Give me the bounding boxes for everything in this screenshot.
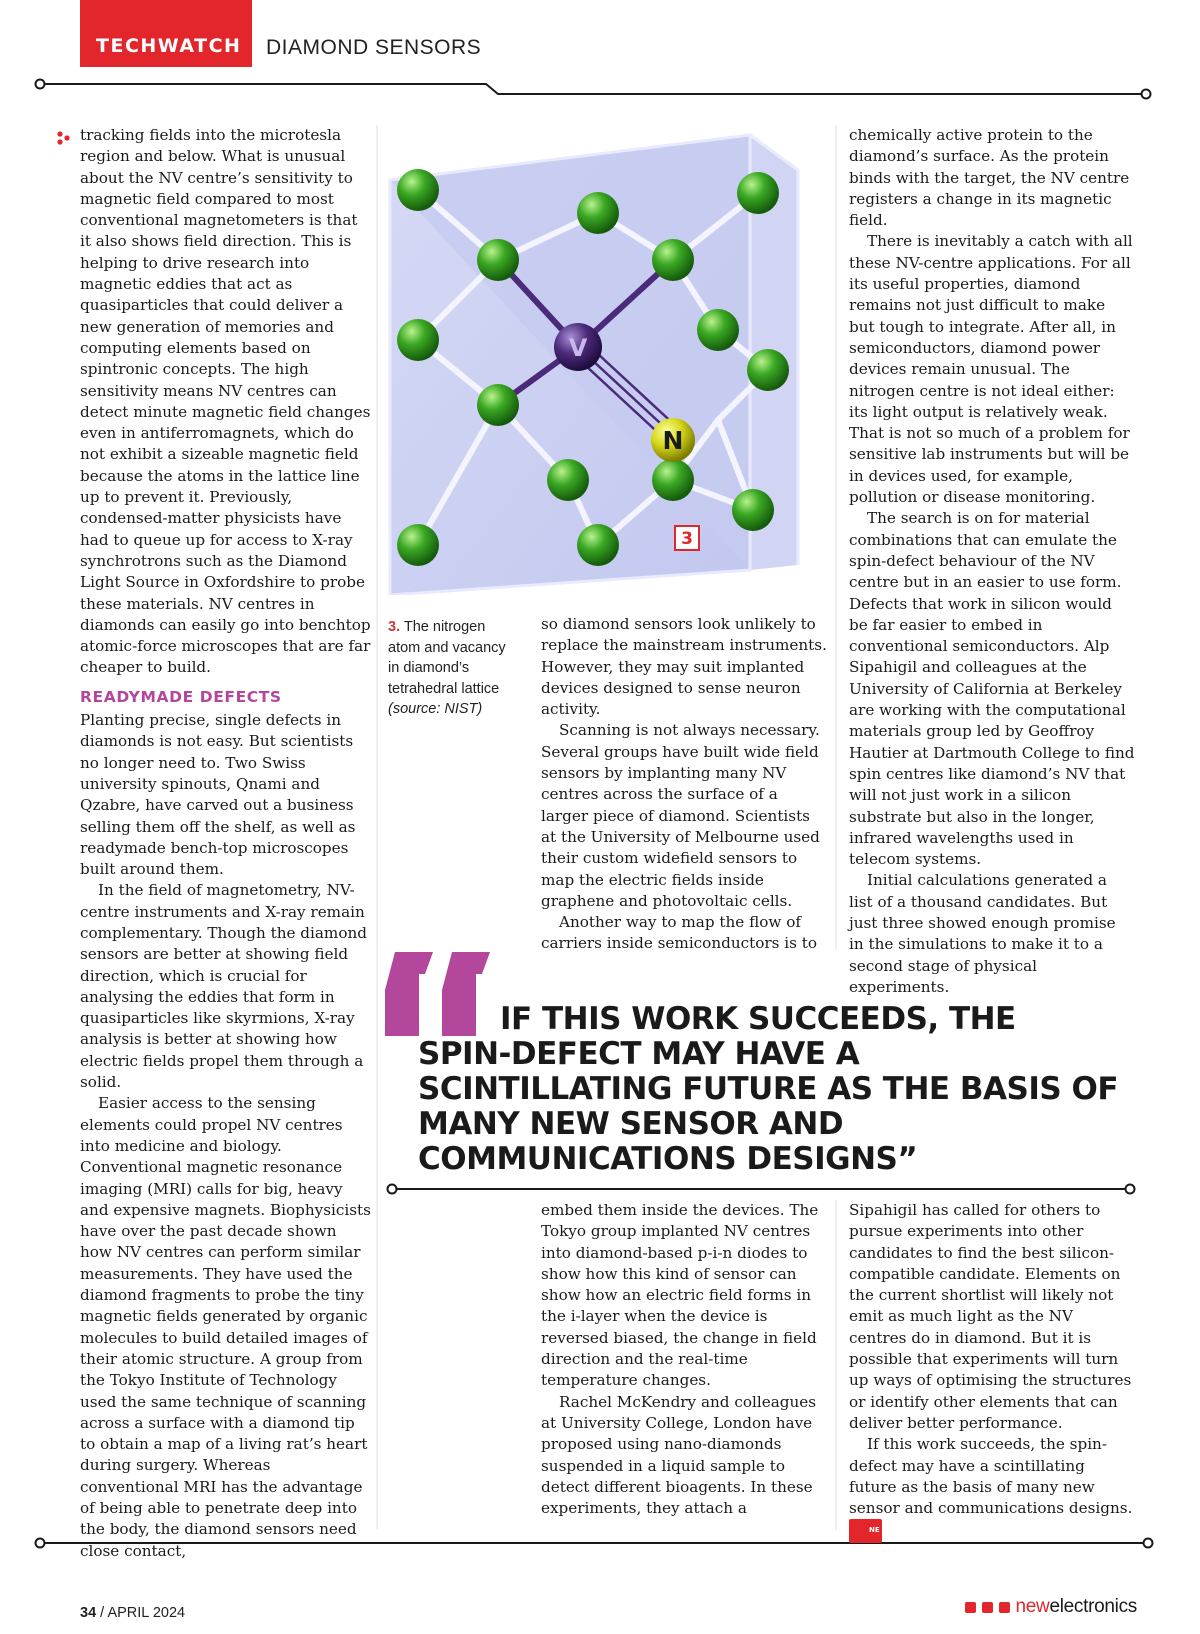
diamond-lattice-figure <box>388 125 824 595</box>
brand-footer <box>965 1596 1138 1618</box>
col3-paragraph-1: chemically active protein to the diamond’s surface. As the protein binds with the target, the NV centre registers a change in its magnetic field. <box>849 126 1130 230</box>
col2-bottom-paragraph-1: embed them inside the devices. The Tokyo group implanted NV centres into diamond-based p-i-n diodes to show how this kind of sensor can show how an electric field forms in the i-layer when the device is reversed biased, the change in field direction and the real-time temperature changes. <box>541 1201 819 1390</box>
continuation-bullet-icon <box>56 131 72 145</box>
brand-logo: newelectronics <box>1015 1596 1137 1617</box>
subheading-readymade-defects: READYMADE DEFECTS <box>80 687 282 706</box>
col3-bottom-paragraph-2 <box>849 1434 1135 1542</box>
col3-paragraph-3: The search is on for material combinations that can emulate the spin-defect behaviour of the NV centre but in an easier to use form. Defects that work in silicon would be far easier to embed in conventional semiconductors. Alp Sipahigil and colleagues at the University of California at Berkeley are working with the computational materials group led by Geoffroy Hautier at Dartmouth College to find spin centres like diamond’s NV that will not just work in a silicon substrate but also in the longer, infrared wavelengths used in telecom systems. <box>849 509 1135 869</box>
col2-bottom-paragraph-2: Rachel McKendry and colleagues at University College, London have proposed using nano-diamonds suspended in a liquid sample to detect different bioagents. In these experiments, they attach a <box>541 1392 817 1518</box>
pull-quote <box>418 1002 1118 1177</box>
vacancy-label: V <box>568 334 588 362</box>
figure-caption <box>388 617 518 720</box>
linkedin-icon[interactable] <box>982 1602 993 1613</box>
section-title: DIAMOND SENSORS <box>266 36 482 59</box>
caption-source: (source: NIST) <box>388 701 483 717</box>
col1-paragraph-4: Easier access to the sensing elements could propel NV centres into medicine and biology. Conventional magnetic resonance imaging (MRI) calls for big, heavy and expensive magnets. Biophysicists have over the past decade shown how NV centres can perform similar measurements. They have used the diamond fragments to probe the tiny magnetic fields generated by organic molecules to build detailed images of their atomic structure. A group from the Tokyo Institute of Technology used the same technique of scanning across a surface with a diamond tip to obtain a map of a living rat’s heart during surgery. Whereas conventional MRI has the advantage of being able to penetrate deep into the body, the diamond sensors need close contact, <box>80 1094 371 1560</box>
col1-paragraph-1: tracking fields into the microtesla region and below. What is unusual about the NV centre’s sensitivity to magnetic field compared to most conventional magnetometers is that it also shows field direction. This is helping to drive research into magnetic eddies that act as quasiparticles that could deliver a new generation of memories and computing elements based on spintronic concepts. The high sensitivity means NV centres can detect minute magnetic field changes even in antiferromagnets, which do not exhibit a sizeable magnetic field because the atoms in the lattice line up to prevent it. Previously, condensed-matter physicists have had to queue up for access to X-ray synchrotrons such as the Diamond Light Source in Oxfordshire to probe these materials. NV centres in diamonds can easily go into benchtop atomic-force microscopes that are far cheaper to build. <box>80 126 371 677</box>
page-footer <box>80 1605 185 1621</box>
figure-number-badge: 3 <box>681 529 693 549</box>
column-2-top <box>541 614 827 955</box>
column-1 <box>80 125 372 1562</box>
col3-paragraph-4: Initial calculations generated a list of a thousand candidates. But just three showed enough promise in the simulations to make it to a second stage of physical experiments. <box>849 871 1116 996</box>
page-number: 34 <box>80 1605 97 1621</box>
col3-bottom-paragraph-1: Sipahigil has called for others to pursue experiments into other candidates to find the best silicon-compatible candidate. Elements on the current shortlist will likely not emit as much light as the NV centres do in diamond. But it is possible that experiments will turn up ways of optimising the structures or identify other elements that can deliver better performance. <box>849 1201 1132 1432</box>
col2-paragraph-2: Scanning is not always necessary. Several groups have built wide field sensors by implanting many NV centres across the surface of a larger piece of diamond. Scientists at the University of Melbourne used their custom widefield sensors to map the electric fields inside graphene and photovoltaic cells. <box>541 721 820 910</box>
caption-text: The nitrogen atom and vacancy in diamond’s tetrahedral lattice <box>388 619 506 697</box>
x-icon[interactable] <box>999 1602 1010 1613</box>
col2-paragraph-1: so diamond sensors look unlikely to replace the mainstream instruments. However, they may suit implanted devices designed to sense neuron activity. <box>541 615 827 719</box>
end-mark-icon: NE <box>849 1519 882 1542</box>
section-tag: TECHWATCH <box>80 0 252 67</box>
issue-date: APRIL 2024 <box>107 1605 186 1621</box>
col1-paragraph-2: Planting precise, single defects in diamonds is not easy. But scientists no longer need to. Two Swiss university spinouts, Qnami and Qzabre, have carved out a business selling them off the shelf, as well as readymade bench-top microscopes built around them. <box>80 711 356 879</box>
caption-number: 3. <box>388 619 401 635</box>
footer-separator: / <box>100 1605 105 1621</box>
column-3-top <box>849 125 1135 998</box>
nitrogen-label: N <box>662 426 684 455</box>
pull-quote-text: IF THIS WORK SUCCEEDS, THE SPIN-DEFECT MAY HAVE A SCINTILLATING FUTURE AS THE BASIS OF MANY NEW SENSOR AND COMMUNICATIONS DESIGNS” <box>418 1001 1118 1177</box>
column-3-bottom <box>849 1200 1135 1543</box>
col3-paragraph-2: There is inevitably a catch with all these NV-centre applications. For all its useful properties, diamond remains not just difficult to make but tough to integrate. After all, in semiconductors, diamond power devices remain unusual. The nitrogen centre is not ideal either: its light output is relatively weak. That is not so much of a problem for sensitive lab instruments but will be in devices used, for example, pollution or disease monitoring. <box>849 232 1133 507</box>
col1-paragraph-3: In the field of magnetometry, NV-centre instruments and X-ray remain complementary. Though the diamond sensors are better at showing field direction, which is crucial for analysing the eddies that form in quasiparticles like skyrmions, X-ray analysis is better at showing how electric fields propel them through a solid. <box>80 881 367 1092</box>
col2-paragraph-3: Another way to map the flow of carriers inside semiconductors is to <box>541 913 817 953</box>
column-2-bottom <box>541 1200 827 1519</box>
facebook-icon[interactable] <box>965 1602 976 1613</box>
closing-text: If this work succeeds, the spin-defect may have a scintillating future as the basis of many new sensor and communications designs. <box>849 1435 1133 1518</box>
